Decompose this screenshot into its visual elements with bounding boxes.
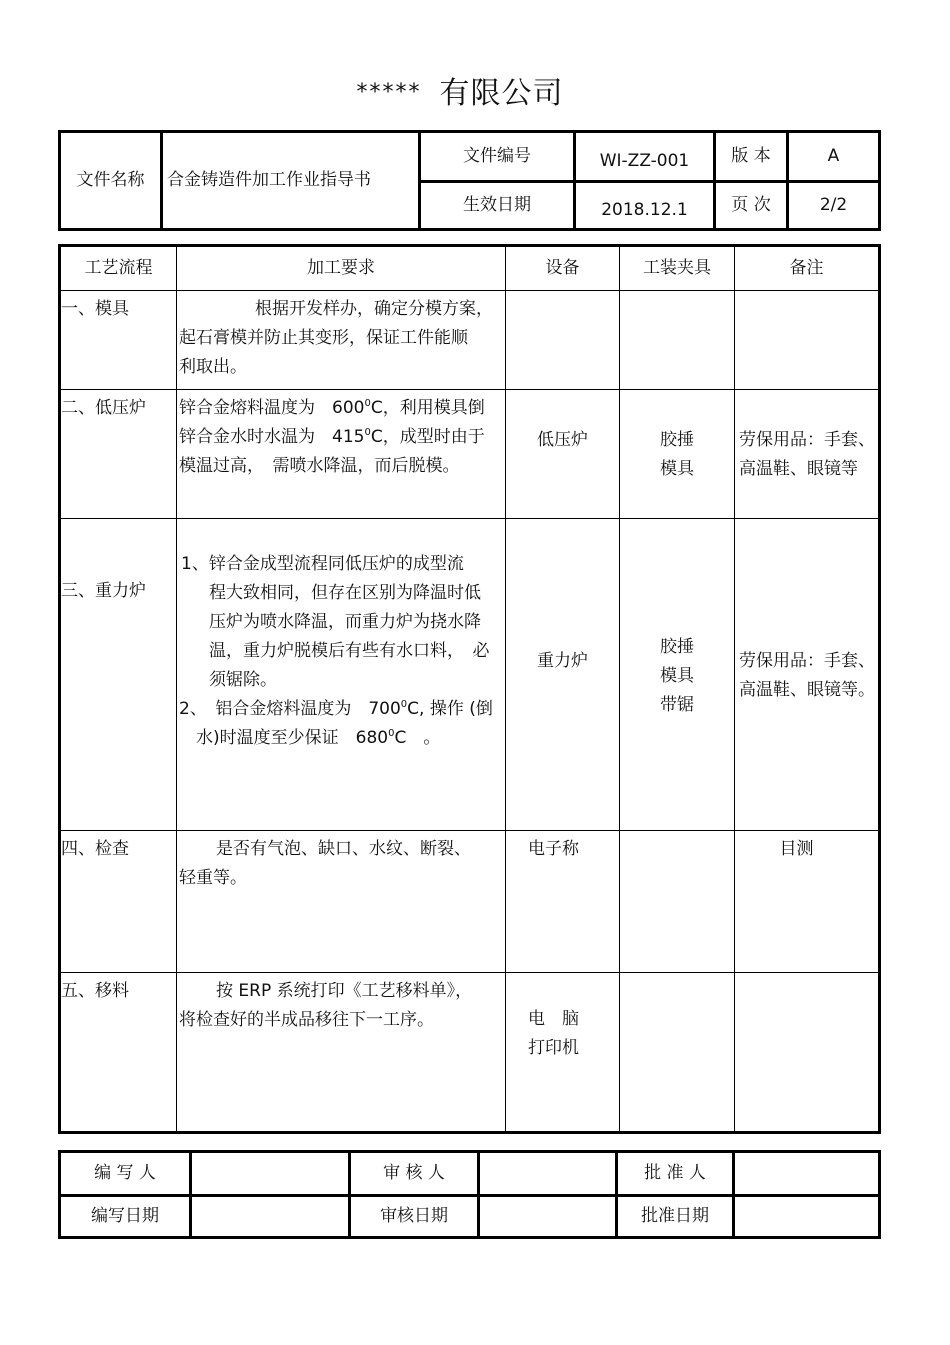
review-date-field[interactable]	[479, 1196, 617, 1238]
process-table	[58, 244, 881, 1134]
table-row	[60, 519, 880, 831]
file-no-label: 文件编号	[420, 132, 575, 182]
writer-field[interactable]	[191, 1152, 350, 1196]
note-cell	[735, 973, 880, 1133]
writer-label: 编 写 人	[60, 1152, 191, 1196]
col-header-tooling: 工装夹具	[620, 246, 735, 291]
effective-date-label: 生效日期	[420, 182, 575, 230]
tooling-cell	[620, 291, 735, 390]
equipment-cell: 电子称	[506, 831, 620, 973]
step-cell: 五、移料	[60, 973, 177, 1133]
table-row	[60, 390, 880, 519]
equipment-cell: 重力炉	[506, 519, 620, 831]
note-cell: 劳保用品：手套、 高温鞋、眼镜等。	[735, 519, 880, 831]
requirement-cell: 按 ERP 系统打印《工艺移料单》， 将检查好的半成品移往下一工序。	[177, 973, 506, 1133]
effective-date-value: 2018.12.1	[575, 182, 715, 230]
equipment-cell: 低压炉	[506, 390, 620, 519]
reviewer-field[interactable]	[479, 1152, 617, 1196]
requirement-cell: 是否有气泡、缺口、水纹、断裂、 轻重等。	[177, 831, 506, 973]
write-date-label: 编写日期	[60, 1196, 191, 1238]
tooling-cell: 胶捶 模具	[620, 390, 735, 519]
equipment-cell	[506, 291, 620, 390]
table-row	[60, 973, 880, 1133]
file-name-value: 合金铸造件加工作业指导书	[162, 132, 420, 230]
requirement-cell: 1、锌合金成型流程同低压炉的成型流 程大致相同，但存在区别为降温时低 压炉为喷水降温，而重力炉为挠水降 温，重力炉脱模后有些有水口料， 必 须锯除。 2、 铝合金熔料温度为 $700^0C$, 操作 (倒 水)时温度至少保证 $680^0C$ 。	[177, 519, 506, 831]
page-label: 页 次	[715, 182, 788, 230]
table-row	[60, 831, 880, 973]
approve-date-label: 批准日期	[617, 1196, 734, 1238]
step-cell: 二、低压炉	[60, 390, 177, 519]
tooling-cell: 胶捶 模具 带锯	[620, 519, 735, 831]
col-header-process: 工艺流程	[60, 246, 177, 291]
company-name: 有限公司	[439, 76, 564, 111]
write-date-field[interactable]	[191, 1196, 350, 1238]
tooling-cell	[620, 973, 735, 1133]
approver-label: 批 准 人	[617, 1152, 734, 1196]
file-no-value: WI-ZZ-001	[575, 132, 715, 182]
reviewer-label: 审 核 人	[350, 1152, 479, 1196]
note-cell: 劳保用品：手套、 高温鞋、眼镜等	[735, 390, 880, 519]
step-cell: 三、重力炉	[60, 519, 177, 831]
note-cell	[735, 291, 880, 390]
col-header-equipment: 设备	[506, 246, 620, 291]
requirement-cell: 根据开发样办，确定分模方案， 起石膏模并防止其变形，保证工件能顺 利取出。	[177, 291, 506, 390]
tooling-cell	[620, 831, 735, 973]
requirement-cell: 锌合金熔料温度为 $600^0C$，利用模具倒 锌合金水时水温为 $415^0C$，成型时由于 模温过高， 需喷水降温，而后脱模。	[177, 390, 506, 519]
sign-table	[58, 1150, 881, 1239]
note-cell: 目测	[735, 831, 880, 973]
col-header-note: 备注	[735, 246, 880, 291]
col-header-requirement: 加工要求	[177, 246, 506, 291]
approver-field[interactable]	[734, 1152, 880, 1196]
step-cell: 四、检查	[60, 831, 177, 973]
equipment-cell: 电 脑 打印机	[506, 973, 620, 1133]
company-stars: *****	[356, 80, 422, 105]
header-table	[58, 130, 881, 231]
approve-date-field[interactable]	[734, 1196, 880, 1238]
page-value: 2/2	[788, 182, 880, 230]
table-row	[60, 291, 880, 390]
version-value: A	[788, 132, 880, 182]
file-name-label: 文件名称	[60, 132, 162, 230]
review-date-label: 审核日期	[350, 1196, 479, 1238]
page-title	[0, 68, 920, 112]
step-cell: 一、模具	[60, 291, 177, 390]
version-label: 版 本	[715, 132, 788, 182]
